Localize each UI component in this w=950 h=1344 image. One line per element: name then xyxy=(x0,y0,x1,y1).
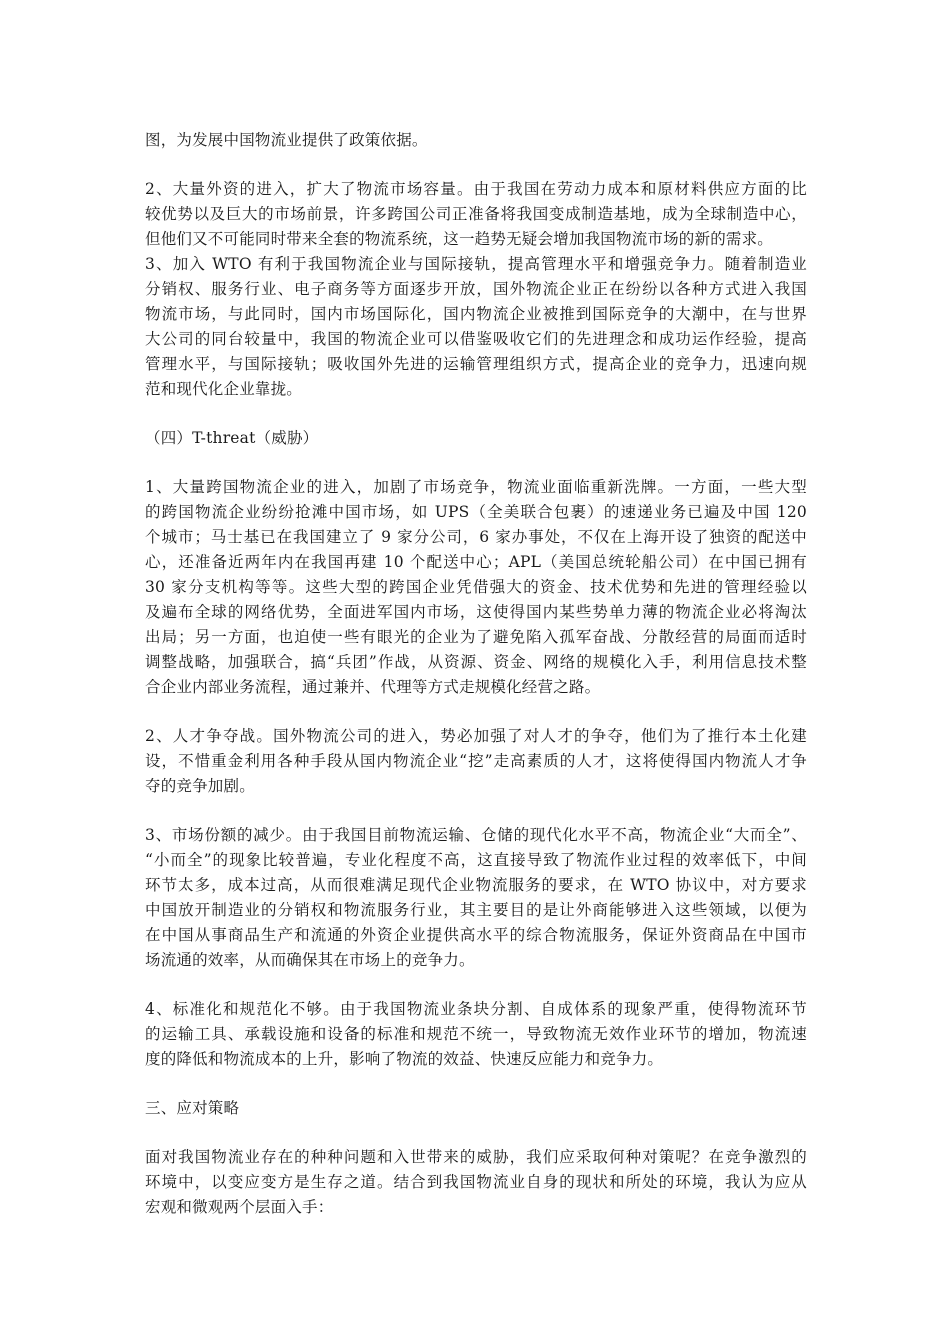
text-line: 的运输工具、承载设施和设备的标准和规范不统一，导致物流无效作业环节的增加，物流速 xyxy=(145,1025,807,1043)
section-heading xyxy=(145,1096,807,1121)
paragraph xyxy=(145,128,807,153)
paragraph-gap xyxy=(145,451,807,475)
text-line: 宏观和微观两个层面入手： xyxy=(145,1198,334,1216)
section-heading xyxy=(145,426,807,451)
paragraph xyxy=(145,252,807,402)
text-line: 个城市；马士基已在我国建立了 9 家分公司，6 家办事处，不仅在上海开设了独资的配送中 xyxy=(145,528,807,546)
text-line: 合企业内部业务流程，通过兼并、代理等方式走规模化经营之路。 xyxy=(145,678,601,696)
text-line: 调整战略，加强联合，搞“兵团”作战，从资源、资金、网络的规模化入手，利用信息技术整 xyxy=(145,653,807,671)
paragraph xyxy=(145,724,807,799)
text-line: 1、大量跨国物流企业的进入，加剧了市场竞争，物流业面临重新洗牌。一方面，一些大型 xyxy=(145,478,807,496)
paragraph-gap xyxy=(145,402,807,426)
text-line: 心，还准备近两年内在我国再建 10 个配送中心；APL（美国总统轮船公司）在中国已拥有 xyxy=(145,553,807,571)
text-line: 设，不惜重金利用各种手段从国内物流企业“挖”走高素质的人才，这将使得国内物流人才争 xyxy=(145,752,807,770)
paragraph-gap xyxy=(145,1072,807,1096)
text-line: 中国放开制造业的分销权和物流服务行业，其主要目的是让外商能够进入这些领域，以便为 xyxy=(145,901,807,919)
text-line: 图，为发展中国物流业提供了政策依据。 xyxy=(145,131,428,149)
text-line: 但他们又不可能同时带来全套的物流系统，这一趋势无疑会增加我国物流市场的新的需求。 xyxy=(145,230,774,248)
text-line: 管理水平，与国际接轨；吸收国外先进的运输管理组织方式，提高企业的竞争力，迅速向规 xyxy=(145,355,807,373)
text-line: 2、大量外资的进入，扩大了物流市场容量。由于我国在劳动力成本和原材料供应方面的比 xyxy=(145,180,807,198)
text-line: 及遍布全球的网络优势，全面进军国内市场，这使得国内某些势单力薄的物流企业必将淘汰 xyxy=(145,603,807,621)
text-line: 出局；另一方面，也迫使一些有眼光的企业为了避免陷入孤军奋战、分散经营的局面而适时 xyxy=(145,628,807,646)
text-line: 面对我国物流业存在的种种问题和入世带来的威胁，我们应采取何种对策呢？在竞争激烈的 xyxy=(145,1148,807,1166)
paragraph-gap xyxy=(145,1121,807,1145)
paragraph xyxy=(145,475,807,700)
text-line: 三、应对策略 xyxy=(145,1099,240,1117)
text-line: 环节太多，成本过高，从而很难满足现代企业物流服务的要求，在 WTO 协议中，对方要求 xyxy=(145,876,807,894)
text-line: 2、人才争夺战。国外物流公司的进入，势必加强了对人才的争夺，他们为了推行本土化建 xyxy=(145,727,807,745)
text-line: 的跨国物流企业纷纷抢滩中国市场，如 UPS（全美联合包裹）的速递业务已遍及中国 120 xyxy=(145,503,807,521)
paragraph xyxy=(145,177,807,252)
text-line: 环境中，以变应变方是生存之道。结合到我国物流业自身的现状和所处的环境，我认为应从 xyxy=(145,1173,807,1191)
text-line: 3、加入 WTO 有利于我国物流企业与国际接轨，提高管理水平和增强竞争力。随着制造业 xyxy=(145,255,807,273)
paragraph-gap xyxy=(145,700,807,724)
text-line: 在中国从事商品生产和流通的外资企业提供高水平的综合物流服务，保证外资商品在中国市 xyxy=(145,926,807,944)
paragraph-gap xyxy=(145,973,807,997)
text-line: 30 家分支机构等等。这些大型的跨国企业凭借强大的资金、技术优势和先进的管理经验以 xyxy=(145,578,807,596)
paragraph xyxy=(145,823,807,973)
text-line: “小而全”的现象比较普遍，专业化程度不高，这直接导致了物流作业过程的效率低下，中间 xyxy=(145,851,807,869)
text-line: 度的降低和物流成本的上升，影响了物流的效益、快速反应能力和竞争力。 xyxy=(145,1050,664,1068)
text-line: 物流市场，与此同时，国内市场国际化，国内物流企业被推到国际竞争的大潮中，在与世界 xyxy=(145,305,807,323)
text-line: 场流通的效率，从而确保其在市场上的竞争力。 xyxy=(145,951,475,969)
text-line: 范和现代化企业靠拢。 xyxy=(145,380,303,398)
text-line: 夺的竞争加剧。 xyxy=(145,777,255,795)
text-line: 4、标准化和规范化不够。由于我国物流业条块分割、自成体系的现象严重，使得物流环节 xyxy=(145,1000,807,1018)
text-line: 较优势以及巨大的市场前景，许多跨国公司正准备将我国变成制造基地，成为全球制造中心， xyxy=(145,205,807,223)
paragraph-gap xyxy=(145,153,807,177)
document-page xyxy=(145,128,807,1220)
paragraph xyxy=(145,997,807,1072)
paragraph xyxy=(145,1145,807,1220)
text-line: 大公司的同台较量中，我国的物流企业可以借鉴吸收它们的先进理念和成功运作经验，提高 xyxy=(145,330,807,348)
paragraph-gap xyxy=(145,799,807,823)
text-line: 3、市场份额的减少。由于我国目前物流运输、仓储的现代化水平不高，物流企业“大而全”、 xyxy=(145,826,807,844)
text-line: （四）T-threat（威胁） xyxy=(145,429,319,447)
text-line: 分销权、服务行业、电子商务等方面逐步开放，国外物流企业正在纷纷以各种方式进入我国 xyxy=(145,280,807,298)
